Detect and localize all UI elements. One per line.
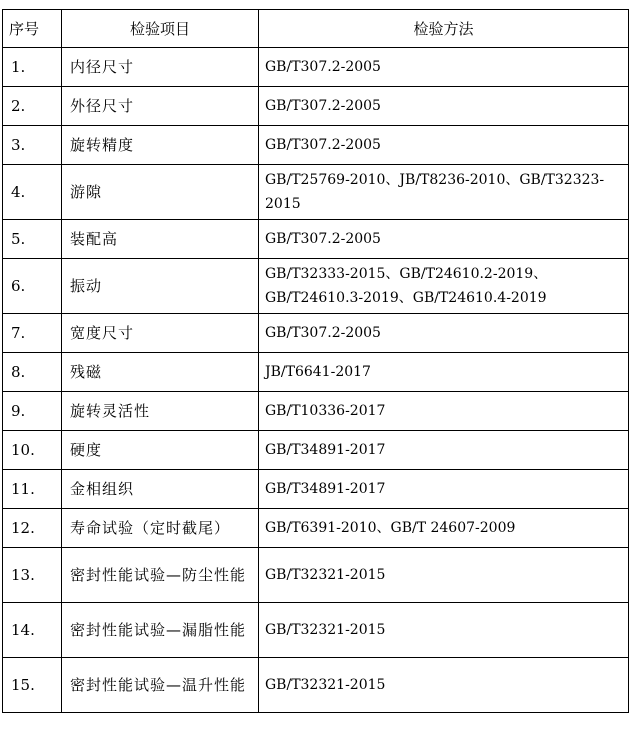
row-method: GB/T307.2-2005 [259,48,629,87]
table-row [3,470,629,509]
header-inspection-method: 检验方法 [259,10,629,48]
table-row [3,126,629,165]
row-number: 4. [3,165,62,220]
row-item: 旋转精度 [62,126,259,165]
row-item: 装配高 [62,220,259,259]
header-serial-number: 序号 [3,10,62,48]
row-item: 密封性能试验—防尘性能 [62,548,259,603]
row-number: 7. [3,314,62,353]
row-item: 金相组织 [62,470,259,509]
row-method: GB/T25769-2010、JB/T8236-2010、GB/T32323-2015 [259,165,629,220]
row-item: 游隙 [62,165,259,220]
table-row [3,431,629,470]
row-item: 硬度 [62,431,259,470]
table-row [3,87,629,126]
row-item: 寿命试验（定时截尾） [62,509,259,548]
row-number: 11. [3,470,62,509]
table-row [3,603,629,658]
table-row [3,658,629,713]
table-row [3,509,629,548]
row-number: 5. [3,220,62,259]
table-row [3,165,629,220]
row-number: 3. [3,126,62,165]
row-item: 密封性能试验—漏脂性能 [62,603,259,658]
row-number: 12. [3,509,62,548]
row-method: GB/T10336-2017 [259,392,629,431]
inspection-table [2,9,629,713]
row-method: JB/T6641-2017 [259,353,629,392]
table-row [3,220,629,259]
row-method: GB/T32321-2015 [259,548,629,603]
row-method: GB/T6391-2010、GB/T 24607-2009 [259,509,629,548]
row-method: GB/T307.2-2005 [259,126,629,165]
row-method: GB/T32321-2015 [259,658,629,713]
row-item: 外径尺寸 [62,87,259,126]
row-number: 8. [3,353,62,392]
row-number: 10. [3,431,62,470]
row-number: 1. [3,48,62,87]
table-row [3,314,629,353]
row-item: 振动 [62,259,259,314]
row-number: 13. [3,548,62,603]
header-inspection-item: 检验项目 [62,10,259,48]
table-row [3,353,629,392]
table-header-row [3,10,629,48]
table-row [3,48,629,87]
table-row [3,392,629,431]
table-row [3,259,629,314]
row-method: GB/T307.2-2005 [259,87,629,126]
row-number: 15. [3,658,62,713]
row-method: GB/T307.2-2005 [259,220,629,259]
row-number: 2. [3,87,62,126]
row-method: GB/T32321-2015 [259,603,629,658]
row-item: 旋转灵活性 [62,392,259,431]
row-method: GB/T32333-2015、GB/T24610.2-2019、GB/T24610.3-2019、GB/T24610.4-2019 [259,259,629,314]
row-item: 宽度尺寸 [62,314,259,353]
row-item: 内径尺寸 [62,48,259,87]
row-method: GB/T307.2-2005 [259,314,629,353]
row-item: 残磁 [62,353,259,392]
row-method: GB/T34891-2017 [259,470,629,509]
row-number: 14. [3,603,62,658]
row-item: 密封性能试验—温升性能 [62,658,259,713]
table-row [3,548,629,603]
row-method: GB/T34891-2017 [259,431,629,470]
row-number: 9. [3,392,62,431]
row-number: 6. [3,259,62,314]
